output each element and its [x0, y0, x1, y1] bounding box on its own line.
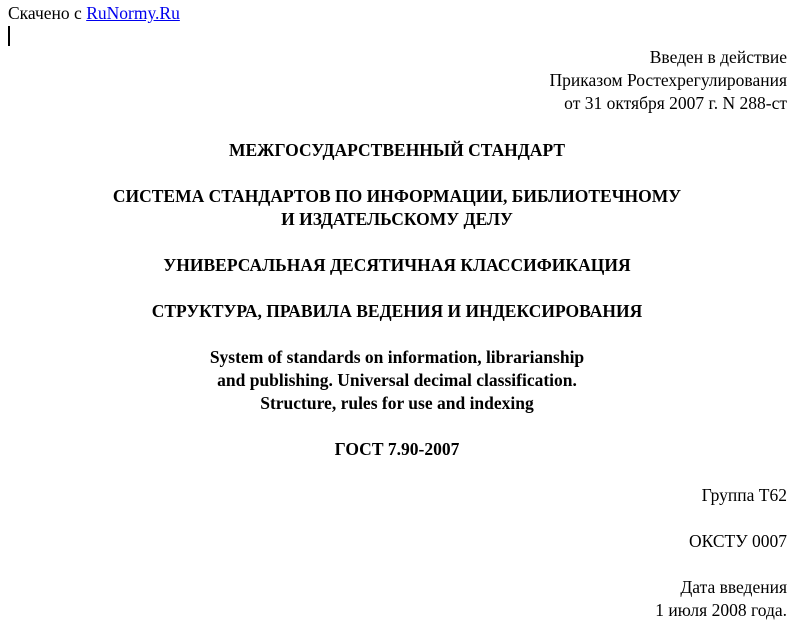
english-title	[0, 346, 794, 415]
source-prefix: Скачено с	[8, 3, 87, 23]
source-link[interactable]: RuNormy.Ru	[86, 3, 180, 23]
introduction-date: 1 июля 2008 года.	[655, 600, 787, 620]
enactment-block	[550, 46, 787, 115]
english-title-line: System of standards on information, librarianship	[209, 347, 585, 367]
english-title-line: and publishing. Universal decimal classification.	[217, 370, 577, 390]
enactment-line: Приказом Ростехрегулирования	[549, 70, 787, 90]
standards-system-line: И ИЗДАТЕЛЬСКОМУ ДЕЛУ	[281, 209, 513, 229]
enactment-line: Введен в действие	[649, 47, 787, 67]
introduction-date-block	[655, 576, 787, 622]
oksty-code: ОКСТУ 0007	[688, 531, 787, 551]
udc-heading: УНИВЕРСАЛЬНАЯ ДЕСЯТИЧНАЯ КЛАССИФИКАЦИЯ	[163, 255, 631, 275]
standards-system-heading	[0, 185, 794, 231]
english-title-line: Structure, rules for use and indexing	[260, 393, 534, 413]
structure-heading: СТРУКТУРА, ПРАВИЛА ВЕДЕНИЯ И ИНДЕКСИРОВАНИЯ	[151, 301, 643, 321]
gost-designation: ГОСТ 7.90-2007	[334, 439, 460, 459]
introduction-label: Дата введения	[680, 577, 787, 597]
standards-system-line: СИСТЕМА СТАНДАРТОВ ПО ИНФОРМАЦИИ, БИБЛИОТЕЧНОМУ	[112, 186, 682, 206]
text-cursor	[8, 26, 10, 46]
source-line	[8, 3, 180, 23]
interstate-standard-heading: МЕЖГОСУДАРСТВЕННЫЙ СТАНДАРТ	[228, 140, 566, 160]
enactment-line: от 31 октября 2007 г. N 288-ст	[564, 93, 787, 113]
group-code: Группа Т62	[701, 485, 787, 505]
